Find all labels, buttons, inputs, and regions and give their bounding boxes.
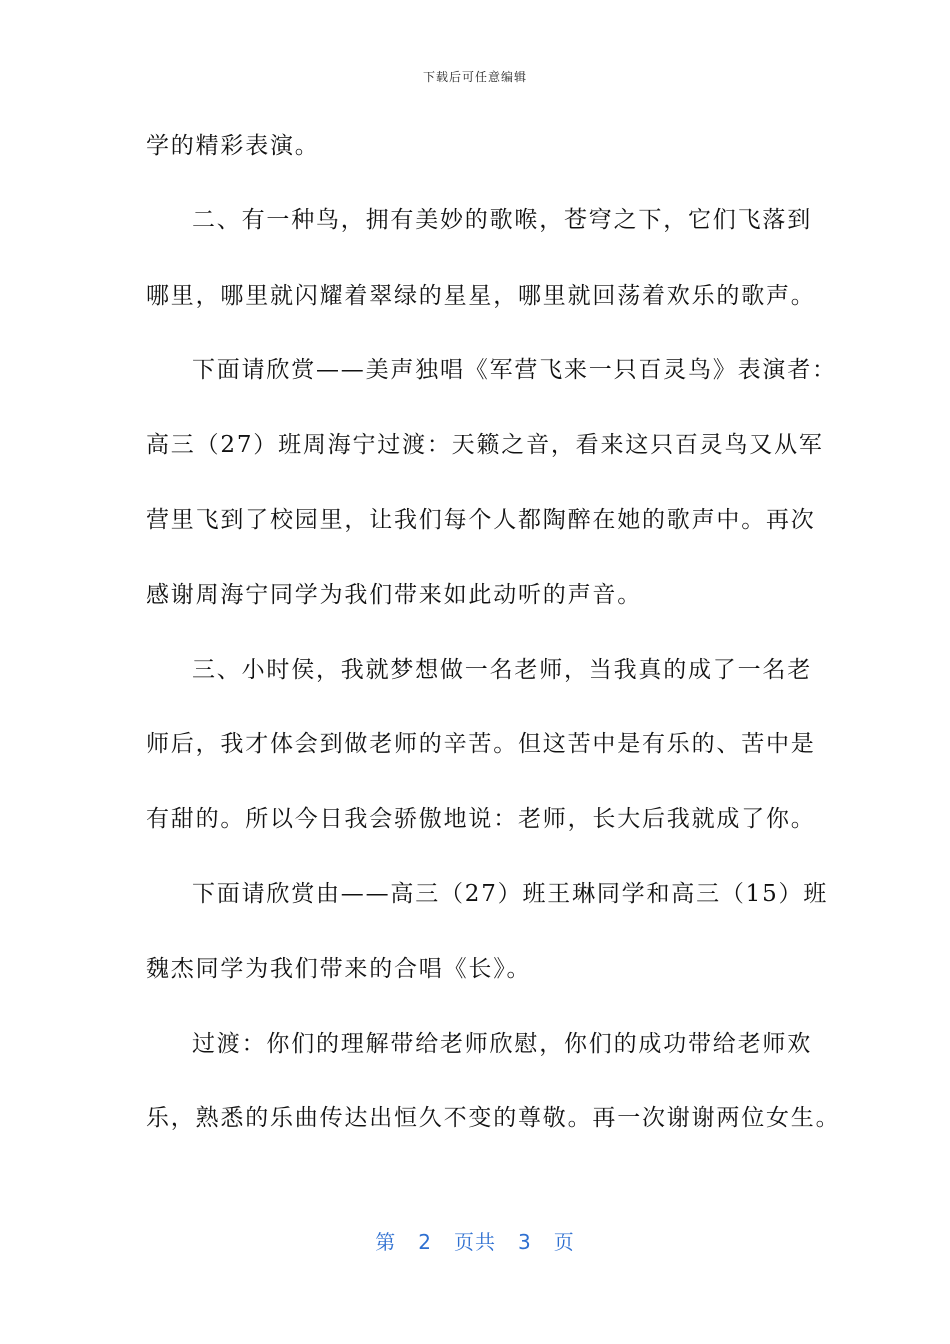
body-line: 下面请欣赏由——高三（27）班王琳同学和高三（15）班 [192, 881, 829, 907]
body-line: 高三（27）班周海宁过渡：天籁之音，看来这只百灵鸟又从军 [146, 432, 824, 458]
body-line: 三、小时侯，我就梦想做一名老师，当我真的成了一名老 [192, 657, 812, 683]
page-header-note: 下载后可任意编辑 [422, 70, 527, 84]
page-footer [0, 1226, 950, 1255]
footer-page-number: 2 [418, 1230, 432, 1254]
body-line: 乐，熟悉的乐曲传达出恒久不变的尊敬。再一次谢谢两位女生。 [146, 1105, 841, 1131]
body-line: 学的精彩表演。 [146, 133, 320, 159]
body-line: 过渡：你们的理解带给老师欣慰，你们的成功带给老师欢 [192, 1031, 812, 1057]
body-line: 营里飞到了校园里，让我们每个人都陶醉在她的歌声中。再次 [146, 507, 816, 533]
body-line: 魏杰同学为我们带来的合唱《长》。 [146, 956, 532, 982]
body-line: 师后，我才体会到做老师的辛苦。但这苦中是有乐的、苦中是 [146, 731, 816, 757]
body-line: 有甜的。所以今日我会骄傲地说：老师，长大后我就成了你。 [146, 806, 816, 832]
body-line: 下面请欣赏——美声独唱《军营飞来一只百灵鸟》表演者： [192, 357, 837, 383]
body-line: 哪里，哪里就闪耀着翠绿的星星，哪里就回荡着欢乐的歌声。 [146, 283, 816, 309]
body-line: 感谢周海宁同学为我们带来如此动听的声音。 [146, 582, 642, 608]
footer-total-pages: 3 [518, 1230, 532, 1254]
footer-page-prefix: 第 [375, 1230, 397, 1254]
footer-total-prefix: 页共 [454, 1230, 496, 1254]
footer-suffix: 页 [553, 1230, 575, 1254]
body-line: 二、有一种鸟，拥有美妙的歌喉，苍穹之下，它们飞落到 [192, 207, 812, 233]
